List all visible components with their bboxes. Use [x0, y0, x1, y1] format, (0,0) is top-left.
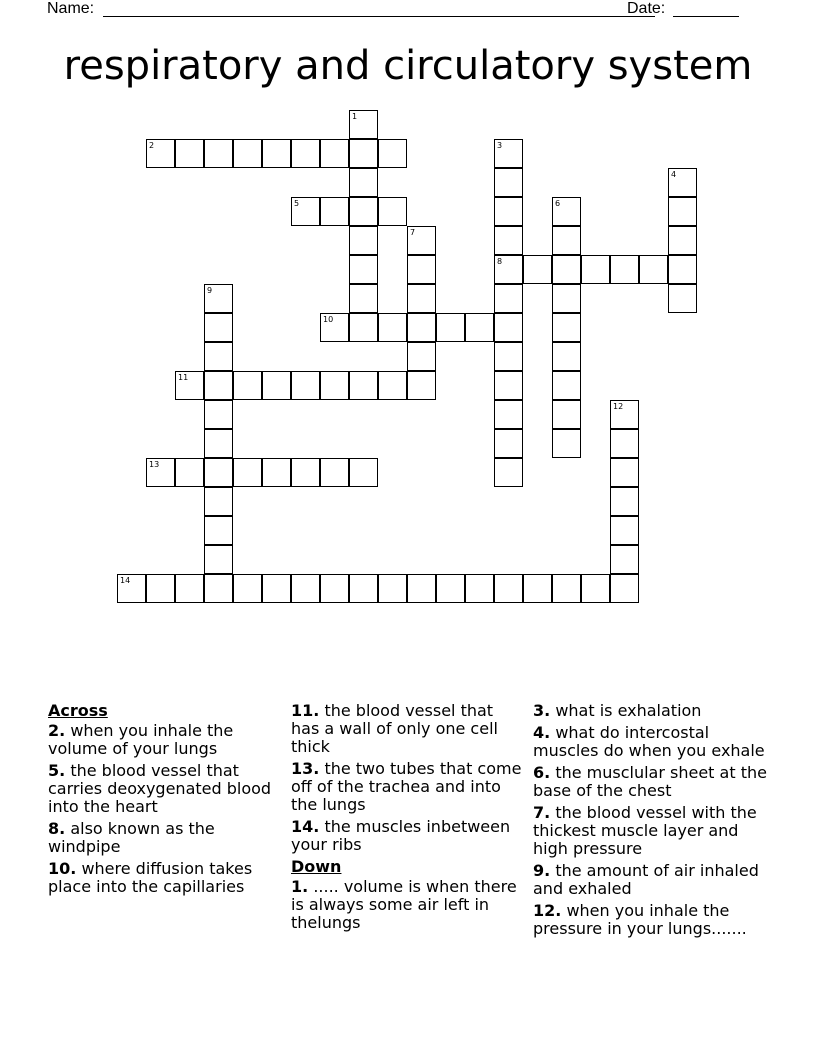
- grid-cell[interactable]: [494, 574, 523, 603]
- grid-cell[interactable]: [204, 458, 233, 487]
- grid-cell[interactable]: [204, 429, 233, 458]
- clue-across-8: [48, 820, 282, 856]
- grid-cell[interactable]: [146, 458, 175, 487]
- grid-cell[interactable]: [349, 110, 378, 139]
- grid-cell[interactable]: [378, 197, 407, 226]
- grid-cell[interactable]: [494, 226, 523, 255]
- grid-cell[interactable]: [291, 371, 320, 400]
- grid-cell[interactable]: [494, 429, 523, 458]
- clue-text: the blood vessel that has a wall of only one cell thick: [291, 701, 498, 756]
- grid-cell[interactable]: [320, 139, 349, 168]
- grid-cell[interactable]: [552, 371, 581, 400]
- grid-cell[interactable]: [581, 574, 610, 603]
- grid-cell[interactable]: [233, 574, 262, 603]
- grid-cell[interactable]: [291, 197, 320, 226]
- grid-cell[interactable]: [552, 400, 581, 429]
- clue-across-14: [291, 818, 525, 854]
- grid-cell[interactable]: [349, 255, 378, 284]
- grid-cell[interactable]: [320, 371, 349, 400]
- grid-cell[interactable]: [378, 139, 407, 168]
- grid-cell[interactable]: [291, 139, 320, 168]
- grid-cell[interactable]: [494, 342, 523, 371]
- clue-text: when you inhale the pressure in your lungs.......: [533, 901, 747, 938]
- grid-cell[interactable]: [610, 516, 639, 545]
- grid-cell[interactable]: [378, 371, 407, 400]
- grid-cell[interactable]: [233, 139, 262, 168]
- grid-cell[interactable]: [204, 574, 233, 603]
- grid-cell[interactable]: [291, 458, 320, 487]
- clue-number: 8.: [48, 819, 66, 838]
- clue-text: the blood vessel that carries deoxygenated blood into the heart: [48, 761, 272, 816]
- grid-cell[interactable]: [407, 284, 436, 313]
- grid-cell[interactable]: [349, 458, 378, 487]
- cell-number: 13: [149, 460, 160, 469]
- grid-cell[interactable]: [320, 197, 349, 226]
- grid-cell[interactable]: [407, 371, 436, 400]
- grid-cell[interactable]: [465, 313, 494, 342]
- grid-cell[interactable]: [204, 342, 233, 371]
- grid-cell[interactable]: [610, 400, 639, 429]
- clue-column-1: [48, 702, 282, 900]
- cell-number: 1: [352, 112, 358, 121]
- grid-cell[interactable]: [465, 574, 494, 603]
- cell-number: 11: [178, 373, 189, 382]
- clue-number: 10.: [48, 859, 77, 878]
- grid-cell[interactable]: [581, 255, 610, 284]
- cell-number: 5: [294, 199, 300, 208]
- clue-number: 4.: [533, 723, 551, 742]
- grid-cell[interactable]: [349, 139, 378, 168]
- grid-cell[interactable]: [436, 574, 465, 603]
- cell-number: 2: [149, 141, 155, 150]
- clue-text: ..... volume is when there is always some air left in thelungs: [291, 877, 517, 932]
- grid-cell[interactable]: [668, 226, 697, 255]
- clue-text: when you inhale the volume of your lungs: [48, 721, 234, 758]
- grid-cell[interactable]: [668, 197, 697, 226]
- clue-text: the blood vessel with the thickest muscle layer and high pressure: [533, 803, 757, 858]
- clue-text: what is exhalation: [555, 701, 702, 720]
- clue-text: the musclular sheet at the base of the chest: [533, 763, 767, 800]
- clue-text: also known as the windpipe: [48, 819, 215, 856]
- clue-text: where diffusion takes place into the capillaries: [48, 859, 253, 896]
- cell-number: 7: [410, 228, 416, 237]
- grid-cell[interactable]: [494, 313, 523, 342]
- name-label: Name:: [47, 0, 95, 17]
- grid-cell[interactable]: [494, 284, 523, 313]
- grid-cell[interactable]: [175, 139, 204, 168]
- grid-cell[interactable]: [610, 574, 639, 603]
- clue-across-10: [48, 860, 282, 896]
- grid-cell[interactable]: [349, 197, 378, 226]
- grid-cell[interactable]: [436, 313, 465, 342]
- grid-cell[interactable]: [262, 458, 291, 487]
- clue-across-5: [48, 762, 282, 816]
- clue-text: the two tubes that come off of the trachea and into the lungs: [291, 759, 522, 814]
- grid-cell[interactable]: [552, 429, 581, 458]
- grid-cell[interactable]: [146, 574, 175, 603]
- clue-number: 14.: [291, 817, 320, 836]
- grid-cell[interactable]: [610, 429, 639, 458]
- clue-down-12: [533, 902, 773, 938]
- grid-cell[interactable]: [407, 313, 436, 342]
- grid-cell[interactable]: [552, 197, 581, 226]
- grid-cell[interactable]: [262, 574, 291, 603]
- grid-cell[interactable]: [320, 574, 349, 603]
- grid-cell[interactable]: [175, 574, 204, 603]
- grid-cell[interactable]: [146, 139, 175, 168]
- grid-cell[interactable]: [378, 313, 407, 342]
- grid-cell[interactable]: [552, 255, 581, 284]
- clue-column-3: [533, 702, 773, 942]
- grid-cell[interactable]: [349, 168, 378, 197]
- page-title: respiratory and circulatory system: [63, 43, 753, 89]
- clue-number: 9.: [533, 861, 551, 880]
- grid-cell[interactable]: [494, 458, 523, 487]
- grid-cell[interactable]: [233, 371, 262, 400]
- grid-cell[interactable]: [552, 574, 581, 603]
- grid-cell[interactable]: [204, 400, 233, 429]
- grid-cell[interactable]: [639, 255, 668, 284]
- grid-cell[interactable]: [262, 371, 291, 400]
- clue-number: 5.: [48, 761, 66, 780]
- grid-cell[interactable]: [349, 313, 378, 342]
- clue-text: what do intercostal muscles do when you exhale: [533, 723, 765, 760]
- grid-cell[interactable]: [349, 371, 378, 400]
- clue-down-6: [533, 764, 773, 800]
- grid-cell[interactable]: [204, 139, 233, 168]
- grid-cell[interactable]: [262, 139, 291, 168]
- clue-number: 7.: [533, 803, 551, 822]
- clue-number: 2.: [48, 721, 66, 740]
- clue-down-1: [291, 878, 525, 932]
- grid-cell[interactable]: [233, 458, 262, 487]
- grid-cell[interactable]: [552, 284, 581, 313]
- grid-cell[interactable]: [204, 545, 233, 574]
- grid-cell[interactable]: [668, 284, 697, 313]
- down-heading: Down: [291, 857, 342, 876]
- grid-cell[interactable]: [523, 255, 552, 284]
- grid-cell[interactable]: [610, 255, 639, 284]
- clue-number: 13.: [291, 759, 320, 778]
- grid-cell[interactable]: [552, 342, 581, 371]
- grid-cell[interactable]: [320, 313, 349, 342]
- cell-number: 4: [671, 170, 677, 179]
- clue-down-7: [533, 804, 773, 858]
- cell-number: 10: [323, 315, 334, 324]
- cell-number: 3: [497, 141, 503, 150]
- grid-cell[interactable]: [668, 168, 697, 197]
- clue-number: 11.: [291, 701, 320, 720]
- grid-cell[interactable]: [175, 371, 204, 400]
- grid-cell[interactable]: [494, 255, 523, 284]
- grid-cell[interactable]: [494, 168, 523, 197]
- clue-across-13: [291, 760, 525, 814]
- clue-down-9: [533, 862, 773, 898]
- clue-column-2: [291, 702, 525, 936]
- grid-cell[interactable]: [378, 574, 407, 603]
- clue-number: 6.: [533, 763, 551, 782]
- grid-cell[interactable]: [552, 313, 581, 342]
- grid-cell[interactable]: [407, 255, 436, 284]
- grid-cell[interactable]: [407, 574, 436, 603]
- clue-across-2: [48, 722, 282, 758]
- clue-across-11: [291, 702, 525, 756]
- grid-cell[interactable]: [494, 139, 523, 168]
- clue-down-4: [533, 724, 773, 760]
- clue-number: 3.: [533, 701, 551, 720]
- grid-cell[interactable]: [494, 371, 523, 400]
- grid-cell[interactable]: [349, 574, 378, 603]
- cell-number: 14: [120, 576, 131, 585]
- grid-cell[interactable]: [349, 226, 378, 255]
- grid-cell[interactable]: [320, 458, 349, 487]
- grid-cell[interactable]: [117, 574, 146, 603]
- clue-down-3: [533, 702, 773, 720]
- cell-number: 12: [613, 402, 624, 411]
- cell-number: 9: [207, 286, 213, 295]
- grid-cell[interactable]: [668, 255, 697, 284]
- grid-cell[interactable]: [204, 371, 233, 400]
- grid-cell[interactable]: [204, 284, 233, 313]
- grid-cell[interactable]: [204, 516, 233, 545]
- grid-cell[interactable]: [291, 574, 320, 603]
- across-heading: Across: [48, 701, 108, 720]
- clue-number: 1.: [291, 877, 309, 896]
- clue-text: the amount of air inhaled and exhaled: [533, 861, 759, 898]
- clue-text: the muscles inbetween your ribs: [291, 817, 511, 854]
- grid-cell[interactable]: [494, 400, 523, 429]
- grid-cell[interactable]: [552, 226, 581, 255]
- cell-number: 6: [555, 199, 561, 208]
- grid-cell[interactable]: [204, 313, 233, 342]
- grid-cell[interactable]: [523, 574, 552, 603]
- grid-cell[interactable]: [610, 458, 639, 487]
- grid-cell[interactable]: [407, 342, 436, 371]
- grid-cell[interactable]: [610, 487, 639, 516]
- clue-number: 12.: [533, 901, 562, 920]
- grid-cell[interactable]: [175, 458, 204, 487]
- date-label: Date:: [627, 0, 666, 17]
- grid-cell[interactable]: [610, 545, 639, 574]
- cell-number: 8: [497, 257, 503, 266]
- grid-cell[interactable]: [204, 487, 233, 516]
- grid-cell[interactable]: [494, 197, 523, 226]
- grid-cell[interactable]: [407, 226, 436, 255]
- grid-cell[interactable]: [349, 284, 378, 313]
